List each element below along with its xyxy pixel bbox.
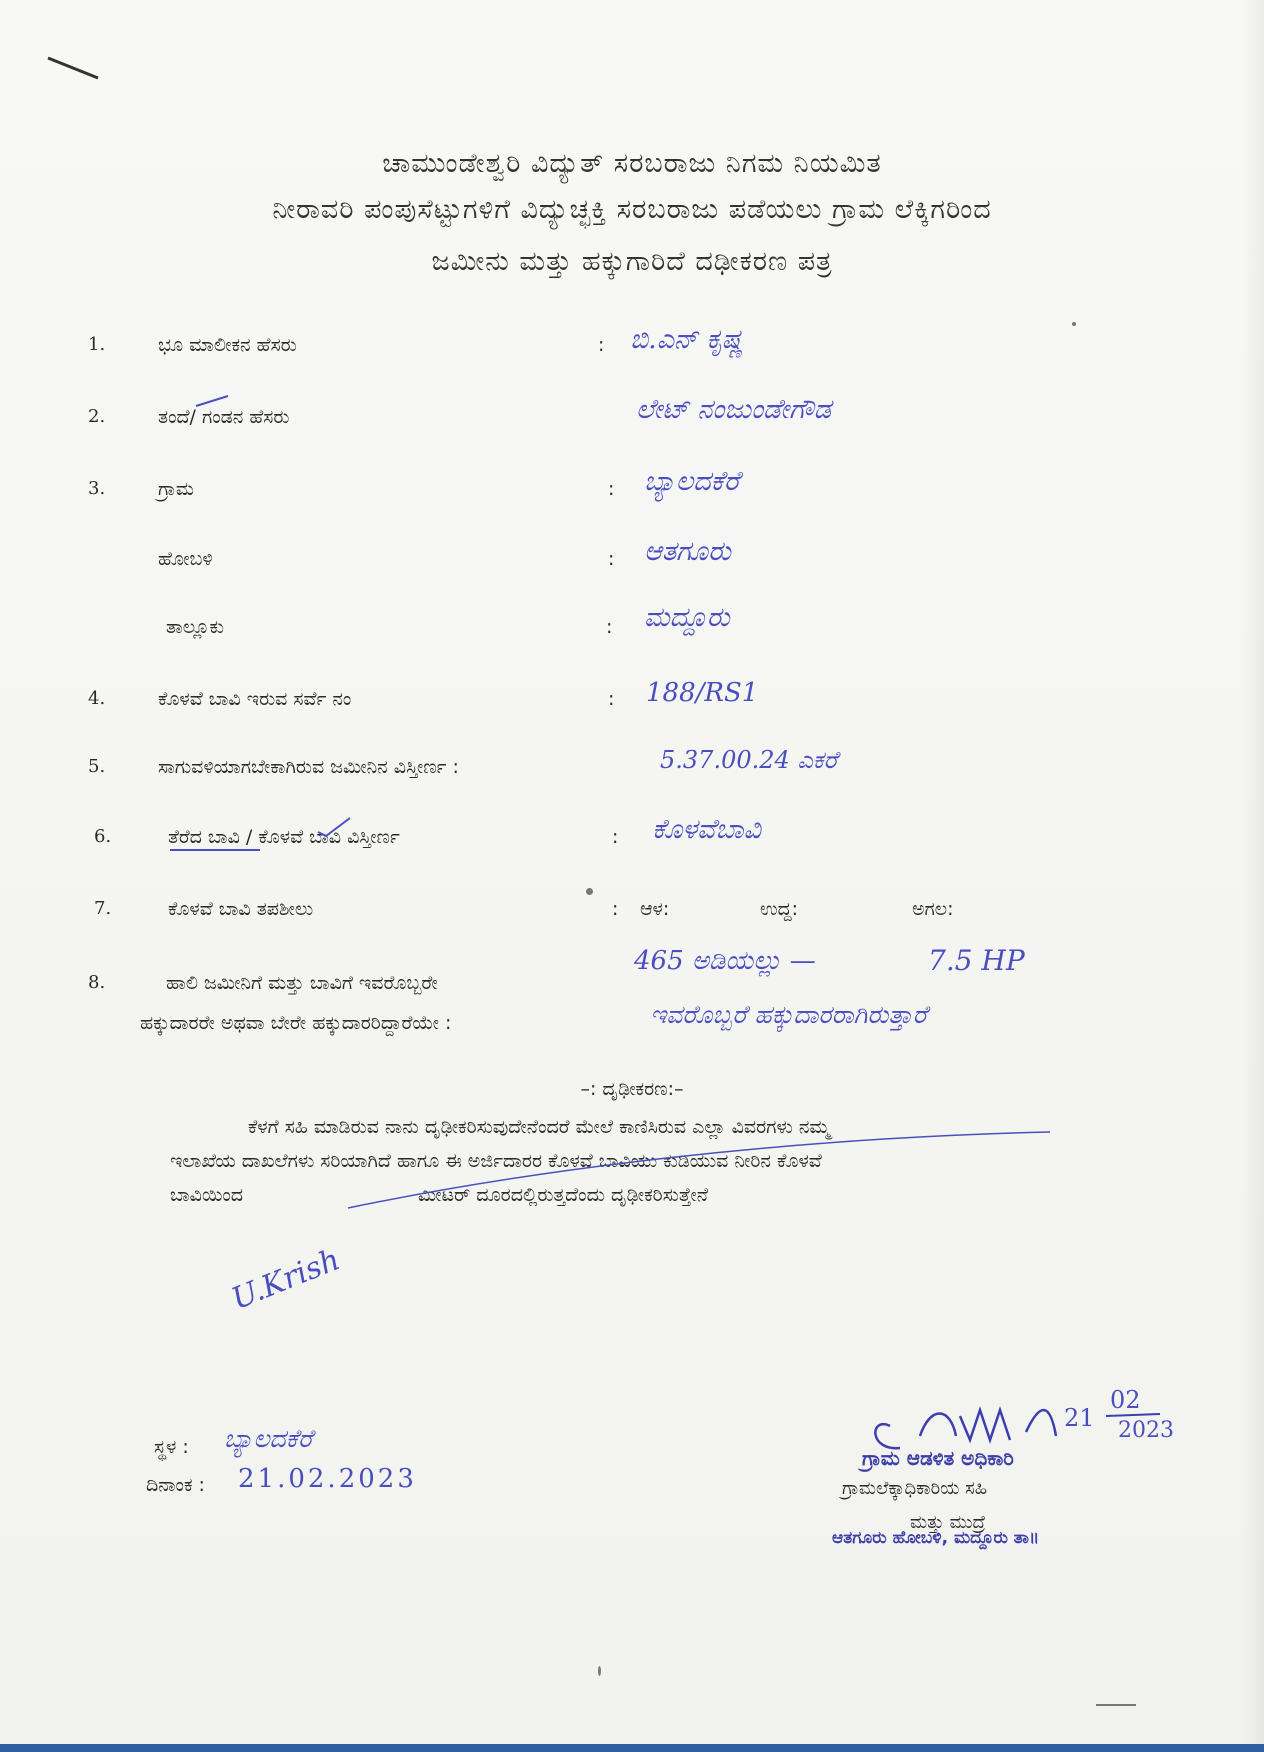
scan-line: [1096, 1704, 1136, 1706]
place-label: ಸ್ಥಳ :: [154, 1436, 189, 1458]
officer-seal-label: ಮತ್ತು ಮುದ್ರೆ: [910, 1512, 986, 1533]
field-value-handwritten: ಮದ್ದೂರು: [644, 602, 730, 633]
field-label: ಕೊಳವೆ ಬಾವಿ ಇರುವ ಸರ್ವೆ ನಂ: [158, 688, 352, 710]
date-label: ದಿನಾಂಕ :: [146, 1474, 205, 1496]
date-value: 21.02.2023: [238, 1464, 417, 1494]
field-number: 7.: [94, 898, 112, 919]
field-colon: :: [608, 688, 615, 710]
field-label: ಹಾಲಿ ಜಮೀನಿಗೆ ಮತ್ತು ಬಾವಿಗೆ ಇವರೊಬ್ಬರೇ: [166, 972, 438, 994]
field-number: 3.: [88, 478, 106, 499]
field-colon: :: [608, 548, 615, 570]
heading-line-3: ಜಮೀನು ಮತ್ತು ಹಕ್ಕುಗಾರಿದೆ ದಢೀಕರಣ ಪತ್ರ: [431, 246, 833, 277]
field-label: ಕೊಳವೆ ಬಾವಿ ತಪಶೀಲು: [168, 898, 314, 920]
corner-pen-mark: [44, 50, 104, 90]
officer-stamp-office: ಆತಗೂರು ಹೋಬಳಿ, ಮದ್ದೂರು ತಾ॥: [832, 1528, 1040, 1548]
field-value-handwritten: ಕೊಳವೆಬಾವಿ: [652, 814, 761, 845]
field-label: ಭೂ ಮಾಲೀಕನ ಹೆಸರು: [158, 334, 297, 356]
officer-sign-date-year: 2023: [1118, 1418, 1174, 1443]
field-colon: :: [606, 616, 613, 638]
field-row-taluk: [0, 602, 1264, 660]
certification-line-1: ಕೆಳಗೆ ಸಹಿ ಮಾಡಿರುವ ನಾನು ದೃಢೀಕರಿಸುವುದೇನೆಂದರೆ ಮೇಲೆ ಕಾಣಿಸಿರುವ ಎಲ್ಲಾ ವಿವರಗಳು ನಮ್ಮ: [248, 1116, 831, 1138]
well-width-label: ಅಗಲ:: [912, 898, 954, 920]
pen-stroke-across-text: [340, 1128, 1060, 1214]
field-colon: :: [598, 334, 605, 356]
scan-speck: [598, 1666, 601, 1676]
heading-line-2: ನೀರಾವರಿ ಪಂಪುಸೆಟ್ಟುಗಳಿಗೆ ವಿದ್ಯುಚ್ಛಕ್ತಿ ಸರಬರಾಜು ಪಡೆಯಲು ಗ್ರಾಮ ಲೆಕ್ಕಿಗರಿಂದ: [272, 194, 992, 225]
field-row-rights-holder-line2: [0, 1000, 1264, 1056]
field-label: ಸಾಗುವಳಿಯಾಗಬೇಕಾಗಿರುವ ಜಮೀನಿನ ವಿಸ್ತೀರ್ಣ :: [158, 756, 459, 778]
field-colon: :: [608, 478, 615, 500]
field-row-father-name: [0, 394, 1264, 450]
field-number: 1.: [88, 334, 106, 355]
well-depth-label: ಆಳ:: [640, 898, 670, 920]
field-label: ತೆರೆದ ಬಾವಿ / ಕೊಳವೆ ಬಾವಿ ವಿಸ್ತೀರ್ಣ: [168, 826, 400, 848]
field-value-handwritten: ಬಿ.ಎನ್ ಕೃಷ್ಣ: [630, 324, 744, 355]
field-row-land-area: [0, 746, 1264, 800]
scan-speck: [586, 888, 593, 895]
field-row-village: [0, 466, 1264, 522]
field-row-rights-holder: [0, 972, 1264, 1016]
tick-mark: [316, 814, 356, 838]
well-length-label: ಉದ್ದ:: [760, 898, 798, 920]
officer-sign-date-month: 02: [1110, 1386, 1141, 1414]
field-value-handwritten: ಆತಗೂರು: [644, 536, 731, 567]
field-label: ತಾಲ್ಲೂಕು: [166, 616, 225, 638]
field-row-owner-name: [0, 324, 1264, 378]
certification-line-3-end: ಮೀಟರ್ ದೂರದಲ್ಲಿರುತ್ತದೆಂದು ದೃಢೀಕರಿಸುತ್ತೇನೆ: [418, 1184, 709, 1206]
field-row-survey-number: [0, 678, 1264, 732]
place-value: ಬ್ಯಾಲದಕೆರೆ: [224, 1424, 313, 1453]
field-value-handwritten: 188/RS1: [646, 678, 759, 708]
scan-bottom-edge: [0, 1744, 1264, 1752]
field-label: ಹಕ್ಕುದಾರರೇ ಅಥವಾ ಬೇರೇ ಹಕ್ಕುದಾರರಿದ್ದಾರೆಯೇ :: [140, 1012, 452, 1034]
field-number: 5.: [88, 756, 106, 777]
field-colon: :: [612, 898, 619, 920]
field-number: 2.: [88, 406, 106, 427]
scan-speck: [1072, 322, 1076, 326]
well-depth-value: 465 ಅಡಿಯಲ್ಲು —: [634, 946, 816, 976]
tick-mark: [194, 392, 234, 412]
officer-signature-label: ಗ್ರಾಮಲೆಕ್ಕಾಧಿಕಾರಿಯ ಸಹಿ: [842, 1478, 988, 1499]
field-label: ಗ್ರಾಮ: [158, 478, 194, 500]
field-value-handwritten: ಇವರೊಬ್ಬರೆ ಹಕ್ಕುದಾರರಾಗಿರುತ್ತಾರೆ: [650, 1000, 927, 1029]
field-number: 4.: [88, 688, 106, 709]
field-value-handwritten: ಲೇಟ್ ನಂಜುಂಡೇಗೌಡ: [636, 394, 831, 425]
field-number: 8.: [88, 972, 106, 993]
field-label: ತಂದೆ/ ಗಂಡನ ಹೆಸರು: [158, 406, 290, 428]
field-value-handwritten: 5.37.00.24 ಎಕರೆ: [660, 746, 838, 774]
field-label: ಹೋಬಳಿ: [158, 548, 213, 570]
field-row-hobli: [0, 536, 1264, 592]
field-colon: :: [612, 826, 619, 848]
field-number: 6.: [94, 826, 112, 847]
pump-hp-value: 7.5 HP: [928, 944, 1025, 977]
strike-through-mark: [168, 836, 268, 866]
field-row-well-details: [0, 898, 1264, 942]
certification-line-2: ಇಲಾಖೆಯ ದಾಖಲೆಗಳು ಸರಿಯಾಗಿದೆ ಹಾಗೂ ಈ ಅರ್ಜಿದಾರರ ಕೊಳವೆ ಬಾವಿಯು ಕುಡಿಯುವ ನೀರಿನ ಕೊಳವೆ: [170, 1150, 822, 1172]
certification-title: –: ದೃಢೀಕರಣ:–: [580, 1078, 684, 1100]
officer-stamp-title: ಗ್ರಾಮ ಆಡಳಿತ ಅಧಿಕಾರಿ: [862, 1446, 1014, 1470]
applicant-signature: U.Krish: [226, 1242, 345, 1317]
certification-line-3-start: ಬಾವಿಯಿಂದ: [170, 1184, 244, 1206]
heading-line-1: ಚಾಮುಂಡೇಶ್ವರಿ ವಿದ್ಯುತ್ ಸರಬರಾಜು ನಿಗಮ ನಿಯಮಿತ: [382, 148, 882, 179]
field-value-handwritten: ಬ್ಯಾಲದಕೆರೆ: [644, 466, 740, 497]
officer-sign-date-day: 21: [1064, 1404, 1095, 1432]
